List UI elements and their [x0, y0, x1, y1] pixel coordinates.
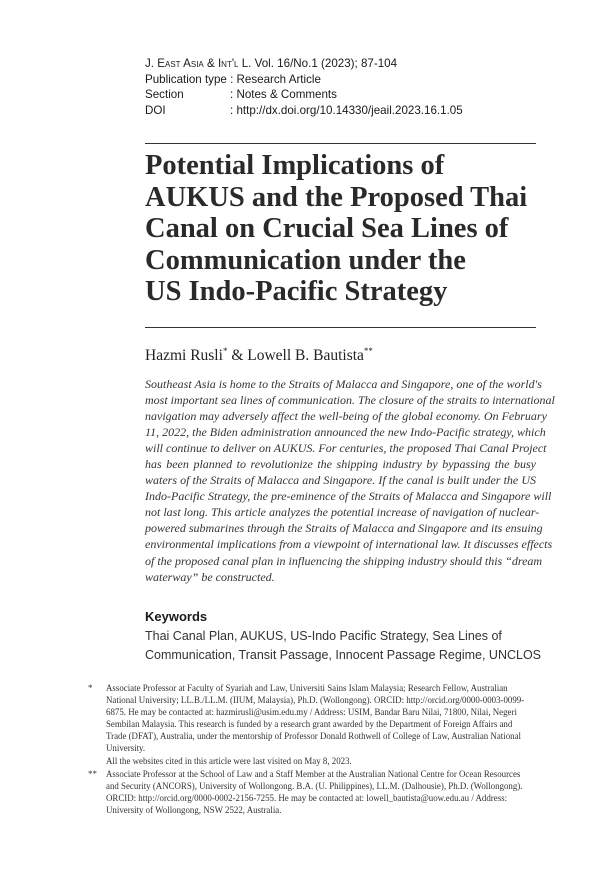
footnote-line: ORCID: http://orcid.org/0000-0002-2156-7255. He may be contacted at: lowell_bautista@uow.edu.au / Address: [106, 793, 508, 804]
author-1: Hazmi Rusli [145, 347, 223, 365]
abstract-line: most important sea lines of communication. The closure of the straits to international [145, 393, 555, 408]
footnote-line: and Security (ANCORS), University of Wollongong. B.A. (U. Philippines), LL.M. (Dalhousie), Ph.D. (Wollongong). [106, 781, 523, 792]
footnote-line: Associate Professor at Faculty of Syariah and Law, Universiti Sains Islam Malaysia; Research Fellow, Australian [106, 683, 508, 693]
abstract [145, 376, 555, 585]
keywords-line: Thai Canal Plan, AUKUS, US-Indo Pacific Strategy, Sea Lines of [145, 629, 502, 643]
section-label: Section [145, 88, 184, 102]
footnote-line: University. [106, 743, 146, 754]
article-title [145, 150, 545, 308]
title-bottom-rule [145, 327, 536, 328]
footnote-2-mark: ** [88, 769, 97, 779]
footnote-line: Associate Professor at the School of Law and a Staff Member at the Australian National Centre for Ocean Resources [106, 769, 521, 779]
websites-note: All the websites cited in this article were last visited on May 8, 2023. [106, 755, 352, 766]
publication-type: Publication type : Research Article [145, 72, 321, 86]
abstract-line: Indo-Pacific Strategy, the pre-eminence of the Straits of Malacca and Singapore will [145, 489, 552, 504]
doi-label: DOI [145, 103, 166, 117]
abstract-line: 11, 2022, the Biden administration announced the new Indo-Pacific strategy, which [145, 425, 546, 440]
title-line: AUKUS and the Proposed Thai [145, 181, 528, 213]
citation-intl: Int'l [217, 57, 239, 70]
citation-east-asia: East Asia [157, 57, 204, 70]
abstract-line: waters of the Straits of Malacca and Singapore. If the canal is built under the US [145, 473, 536, 488]
abstract-line: Southeast Asia is home to the Straits of Malacca and Singapore, one of the world's [145, 377, 542, 391]
keywords-list [145, 627, 542, 665]
footnote-1-mark: * [88, 683, 93, 693]
title-line: Communication under the [145, 244, 466, 276]
abstract-line: has been planned to revolutionize the shipping industry by bypassing the busy [145, 457, 536, 472]
footnote-line: Trade (DFAT), Australia, under the mentorship of Professor Donald Rothwell of College of Law, Australian National [106, 731, 521, 742]
abstract-line: powered submarines through the Straits of Malacca and Singapore and its ensuing [145, 521, 543, 536]
footnote-line: National University; LL.B./LL.M. (IIUM, Malaysia), Ph.D. (Wollongong). ORCID: http://orcid.org/0000-0003-0099- [106, 695, 525, 706]
footnote-1 [88, 682, 548, 767]
section-value: : Notes & Comments [230, 88, 337, 102]
doi-line [145, 103, 463, 119]
title-line: Canal on Crucial Sea Lines of [145, 213, 509, 244]
author-line [145, 346, 373, 365]
abstract-line: not last long. This article analyzes the potential increase of navigation of nuclear- [145, 505, 540, 520]
journal-header [145, 56, 463, 118]
footnote-line: University of Wollongong, NSW 2522, Australia. [106, 805, 282, 816]
abstract-line: waterway” be constructed. [145, 569, 275, 584]
keywords-heading: Keywords [145, 609, 208, 624]
abstract-line: environmental implications from a viewpoint of international law. It discusses effects [145, 537, 553, 552]
abstract-line: will continue to deliver on AUKUS. For centuries, the proposed Thai Canal Project [145, 441, 547, 456]
footnote-line: 6875. He may be contacted at: hazmirusli@usim.edu.my / Address: USIM, Bandar Baru Nilai, 71800, Nilai, Negeri [106, 707, 517, 718]
section-line [145, 87, 463, 103]
doi-value: : http://dx.doi.org/10.14330/jeail.2023.16.1.05 [230, 103, 463, 117]
abstract-line: navigation may adversely affect the well-being of the global economy. On February [145, 409, 547, 424]
keywords-line: Communication, Transit Passage, Innocent Passage Regime, UNCLOS [145, 648, 542, 662]
footnote-line: Sembilan Malaysia. This research is funded by a research grant awarded by the Department of Foreign Affairs and [106, 719, 513, 730]
footnote-2 [88, 768, 548, 816]
author-2: & Lowell B. Bautista [227, 347, 364, 365]
author-1-mark: * [222, 346, 228, 356]
title-top-rule [145, 143, 536, 144]
author-2-mark: ** [363, 346, 373, 356]
citation-line: J. East Asia & Int'l L. Vol. 16/No.1 (2023); 87-104 [145, 57, 398, 70]
title-line: Potential Implications of [145, 150, 445, 181]
abstract-line: of the proposed canal plan in influencing the shipping industry should this “dream [145, 553, 543, 568]
title-line: US Indo-Pacific Strategy [145, 276, 448, 307]
